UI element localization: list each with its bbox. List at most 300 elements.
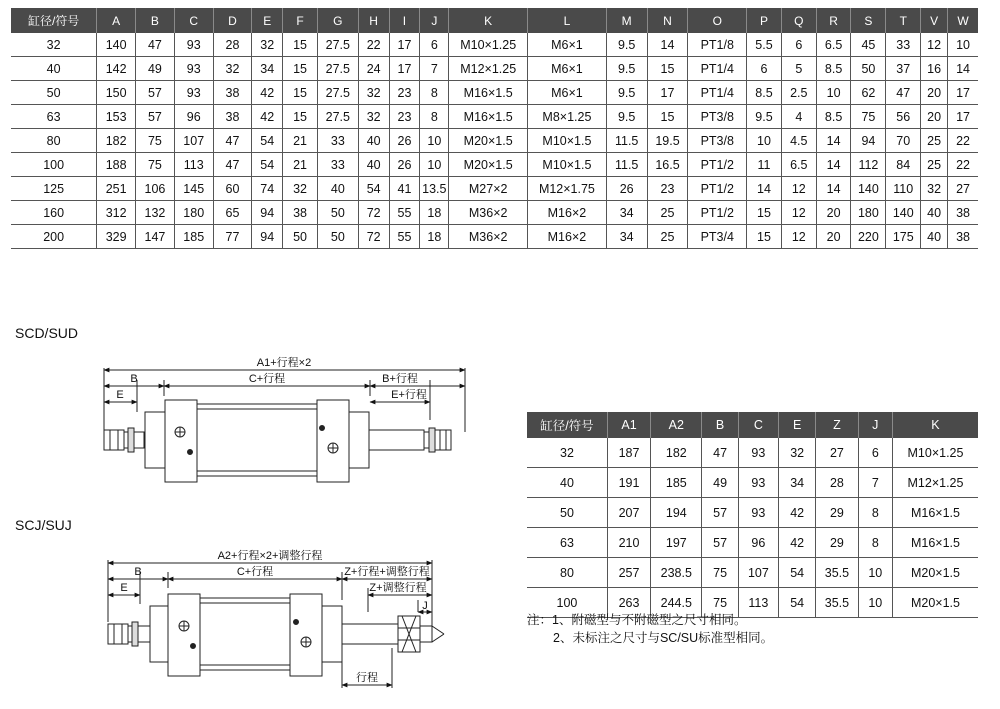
table-cell: 54 (779, 588, 816, 618)
scj-model-label: SCJ/SUJ (15, 517, 72, 533)
table-cell: 50 (317, 201, 358, 225)
table-cell: M16×2 (528, 201, 607, 225)
table-row (527, 438, 978, 468)
table-cell: 38 (948, 201, 978, 225)
table-cell: 62 (851, 81, 886, 105)
table-cell: 6 (781, 33, 816, 57)
table-cell: 112 (851, 153, 886, 177)
table-cell: PT1/2 (688, 177, 747, 201)
table-cell: 63 (11, 105, 97, 129)
table-cell: 10 (747, 129, 782, 153)
table-cell: 33 (886, 33, 921, 57)
table-cell: 75 (851, 105, 886, 129)
table-cell: 55 (389, 225, 420, 249)
table-cell: 7 (420, 57, 449, 81)
table-cell: 210 (607, 528, 650, 558)
table-cell: 185 (651, 468, 702, 498)
table-cell: 27.5 (317, 81, 358, 105)
table-cell: 113 (174, 153, 213, 177)
table-cell: 8 (858, 528, 892, 558)
column-header: 缸径/符号 (527, 412, 607, 438)
scj-dim-e: E (120, 582, 128, 594)
table-cell: 75 (702, 588, 738, 618)
sub-table-body (527, 438, 978, 618)
column-header: A2 (651, 412, 702, 438)
scj-dim-c: C+行程 (236, 566, 274, 578)
table-cell: M12×1.25 (892, 468, 978, 498)
table-cell: 16 (921, 57, 948, 81)
column-header: H (358, 8, 389, 33)
table-cell: 8 (858, 498, 892, 528)
table-cell: 107 (174, 129, 213, 153)
table-cell: 60 (213, 177, 252, 201)
column-header: N (647, 8, 688, 33)
table-cell: PT3/8 (688, 105, 747, 129)
table-cell: 15 (747, 225, 782, 249)
table-cell: 4.5 (781, 129, 816, 153)
table-cell: 20 (921, 81, 948, 105)
table-cell: 34 (779, 468, 816, 498)
table-cell: M10×1.25 (449, 33, 528, 57)
table-cell: 54 (779, 558, 816, 588)
table-cell: 50 (527, 498, 607, 528)
table-cell: 150 (97, 81, 136, 105)
table-cell: 200 (11, 225, 97, 249)
table-cell: 41 (389, 177, 420, 201)
table-cell: 22 (948, 153, 978, 177)
table-cell: PT1/2 (688, 201, 747, 225)
table-cell: 6 (420, 33, 449, 57)
table-cell: 32 (11, 33, 97, 57)
table-cell: 15 (283, 105, 318, 129)
column-header: C (738, 412, 778, 438)
scd-dim-e-right: E+行程 (391, 389, 427, 401)
table-cell: M36×2 (449, 201, 528, 225)
table-cell: PT1/4 (688, 57, 747, 81)
table-cell: 244.5 (651, 588, 702, 618)
table-cell: 10 (420, 153, 449, 177)
table-cell: 38 (948, 225, 978, 249)
scd-dim-c: C+行程 (248, 373, 286, 385)
table-cell: 19.5 (647, 129, 688, 153)
table-cell: 191 (607, 468, 650, 498)
table-cell: 17 (948, 105, 978, 129)
table-cell: 25 (647, 225, 688, 249)
table-cell: 107 (738, 558, 778, 588)
table-cell: 55 (389, 201, 420, 225)
table-cell: M20×1.5 (449, 153, 528, 177)
table-cell: PT3/4 (688, 225, 747, 249)
table-cell: 263 (607, 588, 650, 618)
table-cell: 2.5 (781, 81, 816, 105)
table-cell: 50 (851, 57, 886, 81)
table-cell: 54 (252, 129, 283, 153)
column-header: P (747, 8, 782, 33)
table-cell: 50 (283, 225, 318, 249)
table-cell: 32 (283, 177, 318, 201)
table-cell: 32 (358, 81, 389, 105)
table-cell: 40 (11, 57, 97, 81)
table-cell: M10×1.5 (528, 153, 607, 177)
table-cell: M36×2 (449, 225, 528, 249)
table-cell: 18 (420, 225, 449, 249)
table-cell: 7 (858, 468, 892, 498)
table-cell: 140 (851, 177, 886, 201)
table-cell: 27 (816, 438, 858, 468)
adjustable-dimension-table (527, 412, 978, 618)
table-cell: 21 (283, 153, 318, 177)
table-cell: 12 (781, 201, 816, 225)
table-cell: 27.5 (317, 105, 358, 129)
column-header: Q (781, 8, 816, 33)
table-cell: 32 (779, 438, 816, 468)
table-cell: 25 (921, 153, 948, 177)
column-header: 缸径/符号 (11, 8, 97, 33)
table-cell: 34 (252, 57, 283, 81)
table-cell: 187 (607, 438, 650, 468)
table-cell: 100 (11, 153, 97, 177)
table-cell: 96 (738, 528, 778, 558)
table-cell: 45 (851, 33, 886, 57)
table-cell: 20 (816, 201, 851, 225)
table-cell: M16×1.5 (892, 498, 978, 528)
table-cell: 77 (213, 225, 252, 249)
table-cell: 75 (702, 558, 738, 588)
table-cell: 11 (747, 153, 782, 177)
column-header: F (283, 8, 318, 33)
column-header: B (136, 8, 175, 33)
table-cell: M10×1.25 (892, 438, 978, 468)
scd-dim-total: A1+行程×2 (256, 357, 312, 369)
table-cell: 140 (886, 201, 921, 225)
table-cell: 188 (97, 153, 136, 177)
table-cell: 9.5 (606, 81, 647, 105)
column-header: A (97, 8, 136, 33)
table-cell: 47 (136, 33, 175, 57)
table-cell: 93 (738, 438, 778, 468)
table-cell: 11.5 (606, 129, 647, 153)
table-cell: 47 (886, 81, 921, 105)
table-cell: 94 (252, 201, 283, 225)
table-cell: 70 (886, 129, 921, 153)
table-cell: 33 (317, 153, 358, 177)
table-cell: 50 (11, 81, 97, 105)
table-cell: M12×1.75 (528, 177, 607, 201)
table-cell: 12 (921, 33, 948, 57)
table-cell: 35.5 (816, 588, 858, 618)
table-cell: 93 (174, 81, 213, 105)
table-cell: 6 (747, 57, 782, 81)
table-cell: 110 (886, 177, 921, 201)
table-cell: 20 (921, 105, 948, 129)
table-cell: 8.5 (816, 105, 851, 129)
table-cell: 27.5 (317, 33, 358, 57)
table-cell: 106 (136, 177, 175, 201)
table-cell: 153 (97, 105, 136, 129)
table-cell: 125 (11, 177, 97, 201)
table-cell: 29 (816, 498, 858, 528)
table-cell: M6×1 (528, 81, 607, 105)
table-cell: 80 (527, 558, 607, 588)
table-cell: 34 (606, 201, 647, 225)
table-cell: 40 (921, 201, 948, 225)
table-cell: 11.5 (606, 153, 647, 177)
table-cell: 185 (174, 225, 213, 249)
scd-dim-b: B (130, 373, 138, 385)
table-cell: 9.5 (606, 57, 647, 81)
table-cell: M6×1 (528, 57, 607, 81)
table-cell: 22 (948, 129, 978, 153)
table-cell: 238.5 (651, 558, 702, 588)
table-cell: 17 (389, 57, 420, 81)
table-cell: 33 (317, 129, 358, 153)
table-cell: 9.5 (747, 105, 782, 129)
table-cell: 10 (858, 588, 892, 618)
table-cell: PT1/2 (688, 153, 747, 177)
table-cell: 72 (358, 225, 389, 249)
table-cell: 160 (11, 201, 97, 225)
table-cell: 17 (647, 81, 688, 105)
table-cell: 5 (781, 57, 816, 81)
sub-table-header-row (527, 412, 978, 438)
table-cell: 14 (948, 57, 978, 81)
table-cell: 42 (252, 105, 283, 129)
table-cell: 47 (213, 129, 252, 153)
table-cell: 113 (738, 588, 778, 618)
table-cell: 14 (816, 129, 851, 153)
column-header: C (174, 8, 213, 33)
table-cell: 14 (647, 33, 688, 57)
table-cell: 4 (781, 105, 816, 129)
table-row (527, 528, 978, 558)
table-cell: 10 (420, 129, 449, 153)
table-cell: 8.5 (816, 57, 851, 81)
table-cell: 15 (647, 105, 688, 129)
table-cell: 23 (647, 177, 688, 201)
table-cell: 15 (747, 201, 782, 225)
table-cell: 140 (97, 33, 136, 57)
table-cell: 47 (702, 438, 738, 468)
table-cell: 32 (921, 177, 948, 201)
table-cell: 8 (420, 105, 449, 129)
table-cell: 16.5 (647, 153, 688, 177)
column-header: J (858, 412, 892, 438)
table-cell: 20 (816, 225, 851, 249)
table-cell: 84 (886, 153, 921, 177)
table-cell: M8×1.25 (528, 105, 607, 129)
table-cell: 220 (851, 225, 886, 249)
table-cell: 42 (252, 81, 283, 105)
table-cell: M16×1.5 (449, 105, 528, 129)
table-cell: 93 (738, 468, 778, 498)
table-cell: 132 (136, 201, 175, 225)
table-cell: 180 (851, 201, 886, 225)
table-cell: 63 (527, 528, 607, 558)
column-header: L (528, 8, 607, 33)
table-cell: 74 (252, 177, 283, 201)
table-cell: 9.5 (606, 33, 647, 57)
column-header: E (779, 412, 816, 438)
column-header: J (420, 8, 449, 33)
table-cell: 9.5 (606, 105, 647, 129)
table-cell: 96 (174, 105, 213, 129)
column-header: Z (816, 412, 858, 438)
table-cell: 21 (283, 129, 318, 153)
table-cell: PT1/8 (688, 33, 747, 57)
table-cell: 15 (283, 33, 318, 57)
table-cell: 27.5 (317, 57, 358, 81)
table-cell: 15 (283, 57, 318, 81)
table-cell: 147 (136, 225, 175, 249)
table-cell: 34 (606, 225, 647, 249)
table-cell: 13.5 (420, 177, 449, 201)
table-cell: M20×1.5 (449, 129, 528, 153)
column-header: I (389, 8, 420, 33)
table-cell: 6.5 (781, 153, 816, 177)
table-cell: 26 (606, 177, 647, 201)
table-cell: 65 (213, 201, 252, 225)
scd-dim-e: E (116, 389, 124, 401)
table-cell: 57 (136, 105, 175, 129)
table-cell: 5.5 (747, 33, 782, 57)
table-cell: 22 (358, 33, 389, 57)
column-header: D (213, 8, 252, 33)
table-cell: 40 (317, 177, 358, 201)
table-cell: PT3/8 (688, 129, 747, 153)
table-cell: 37 (886, 57, 921, 81)
table-cell: 17 (948, 81, 978, 105)
table-cell: 93 (738, 498, 778, 528)
table-cell: 75 (136, 129, 175, 153)
table-cell: M16×1.5 (892, 528, 978, 558)
table-cell: 38 (213, 105, 252, 129)
table-cell: 93 (174, 33, 213, 57)
column-header: K (892, 412, 978, 438)
table-cell: 32 (527, 438, 607, 468)
column-header: A1 (607, 412, 650, 438)
table-cell: 75 (136, 153, 175, 177)
table-cell: 40 (358, 153, 389, 177)
table-cell: PT1/4 (688, 81, 747, 105)
table-cell: 54 (252, 153, 283, 177)
table-cell: 182 (651, 438, 702, 468)
table-cell: 329 (97, 225, 136, 249)
table-cell: 100 (527, 588, 607, 618)
table-cell: 25 (921, 129, 948, 153)
table-cell: 197 (651, 528, 702, 558)
table-cell: 8 (420, 81, 449, 105)
table-cell: 23 (389, 81, 420, 105)
scj-dim-z1: Z+行程+调整行程 (344, 566, 430, 578)
table-cell: 312 (97, 201, 136, 225)
table-cell: 50 (317, 225, 358, 249)
table-cell: 14 (816, 153, 851, 177)
table-cell: M20×1.5 (892, 558, 978, 588)
table-cell: 42 (779, 528, 816, 558)
table-cell: 8.5 (747, 81, 782, 105)
scd-model-label: SCD/SUD (15, 325, 79, 341)
scj-dim-j: J (422, 600, 428, 612)
table-cell: 18 (420, 201, 449, 225)
table-cell: 14 (747, 177, 782, 201)
table-cell: 54 (358, 177, 389, 201)
table-cell: 72 (358, 201, 389, 225)
column-header: T (886, 8, 921, 33)
table-cell: 32 (358, 105, 389, 129)
table-cell: 94 (252, 225, 283, 249)
table-cell: 145 (174, 177, 213, 201)
table-cell: 94 (851, 129, 886, 153)
table-cell: 26 (389, 129, 420, 153)
table-cell: 49 (702, 468, 738, 498)
table-cell: 40 (921, 225, 948, 249)
scj-dim-total: A2+行程×2+调整行程 (217, 550, 323, 562)
table-row (527, 498, 978, 528)
table-cell: 27 (948, 177, 978, 201)
column-header: B (702, 412, 738, 438)
table-cell: 23 (389, 105, 420, 129)
table-cell: 32 (213, 57, 252, 81)
table-cell: M27×2 (449, 177, 528, 201)
table-cell: 57 (702, 498, 738, 528)
table-cell: 56 (886, 105, 921, 129)
note-line-2: 2、未标注之尺寸与SC/SU标准型相同。 (553, 631, 774, 645)
table-cell: 12 (781, 225, 816, 249)
table-cell: 15 (283, 81, 318, 105)
scj-drawing (108, 560, 444, 688)
table-row (527, 468, 978, 498)
table-cell: 29 (816, 528, 858, 558)
table-cell: M6×1 (528, 33, 607, 57)
table-cell: M16×1.5 (449, 81, 528, 105)
table-cell: 93 (174, 57, 213, 81)
table-cell: 6 (858, 438, 892, 468)
table-cell: 57 (702, 528, 738, 558)
table-cell: 28 (816, 468, 858, 498)
table-cell: 47 (213, 153, 252, 177)
table-cell: 257 (607, 558, 650, 588)
table-cell: 10 (816, 81, 851, 105)
table-cell: 6.5 (816, 33, 851, 57)
table-cell: 207 (607, 498, 650, 528)
table-cell: 26 (389, 153, 420, 177)
table-cell: 28 (213, 33, 252, 57)
table-cell: 17 (389, 33, 420, 57)
column-header: E (252, 8, 283, 33)
table-cell: 10 (948, 33, 978, 57)
column-header: V (921, 8, 948, 33)
note-line-1: 注：1、附磁型与不附磁型之尺寸相同。 (527, 613, 747, 627)
table-cell: 32 (252, 33, 283, 57)
column-header: M (606, 8, 647, 33)
table-row (527, 558, 978, 588)
table-cell: M20×1.5 (892, 588, 978, 618)
table-cell: 175 (886, 225, 921, 249)
table-cell: M12×1.25 (449, 57, 528, 81)
table-cell: 182 (97, 129, 136, 153)
scj-dim-b: B (134, 566, 142, 578)
table-cell: 194 (651, 498, 702, 528)
table-cell: 49 (136, 57, 175, 81)
table-cell: 57 (136, 81, 175, 105)
table-cell: 38 (213, 81, 252, 105)
column-header: W (948, 8, 978, 33)
table-cell: 24 (358, 57, 389, 81)
table-cell: 14 (816, 177, 851, 201)
column-header: R (816, 8, 851, 33)
table-cell: M10×1.5 (528, 129, 607, 153)
table-cell: 251 (97, 177, 136, 201)
